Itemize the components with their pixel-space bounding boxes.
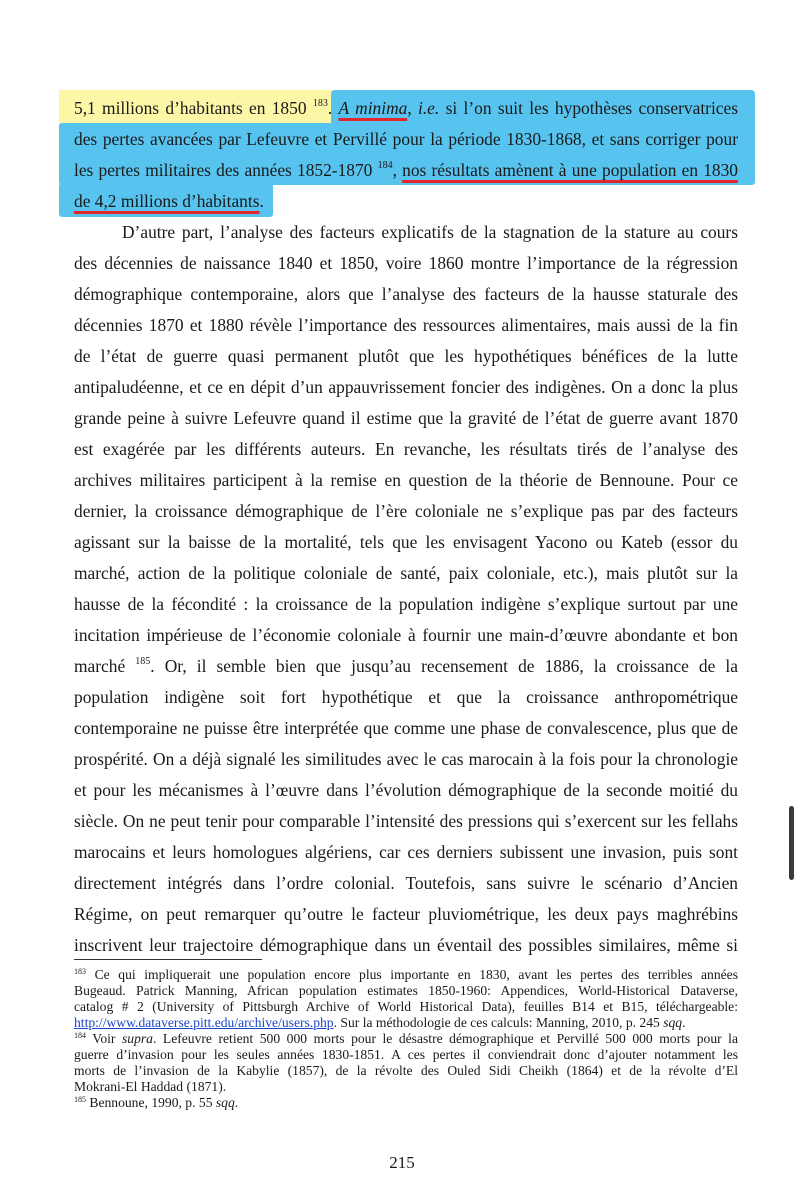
text-line: marché, action de la politique coloniale de santé, paix coloniale, etc.), mais plutôt sur la: [74, 563, 738, 583]
footnote-line: morts de l’invasion de la Kabylie (1857), de la révolte des Ouled Sidi Cheikh (1864) et de la révolte d’El: [74, 1063, 738, 1078]
text-line: de l’état de guerre quasi permanent plutôt que les hypothétiques bénéfices de la lutte: [74, 346, 738, 366]
footnote-line: guerre d’invasion pour les seules années 1830-1851. A ces pertes il conviendrait donc d’ajouter notamment les: [74, 1047, 738, 1062]
text-line: archives militaires participent à la remise en question de la théorie de Bennoune. Pour ce: [74, 470, 738, 490]
text-line: et pour les mécanismes à l’œuvre dans l’évolution démographique de la seconde moitié du: [74, 780, 738, 800]
text-line: marché $^{185}$. Or, il semble bien que jusqu’au recensement de 1886, la croissance de la: [74, 656, 738, 676]
text-line: contemporaine ne puisse être interprétée que comme une phase de convalescence, plus que de: [74, 718, 738, 738]
footnote-184: $^{184}$ Voir supra. Lefeuvre retient 500 000 morts pour le désastre démographique et Pervillé 500 000 morts pour la: [74, 1031, 738, 1046]
text-line: D’autre part, l’analyse des facteurs explicatifs de la stagnation de la stature au cours: [122, 222, 738, 242]
text-line: de 4,2 millions d’habitants.: [74, 191, 264, 211]
page-number: 215: [389, 1153, 415, 1172]
text-line: démographique contemporaine, alors que l’analyse des facteurs de la hausse staturale des: [74, 284, 738, 304]
footnote-ref-184[interactable]: 184: [377, 160, 393, 171]
text-line: marocains et leurs homologues algériens, car ces derniers subissent une invasion, puis sont: [74, 842, 738, 862]
text-line: inscrivent leur trajectoire démographique dans un éventail des possibles similaires, même si: [74, 935, 738, 955]
text-line: grande peine à suivre Lefeuvre quand il estime que la gravité de l’état de guerre avant 1870: [74, 408, 738, 428]
text-line: hausse de la fécondité : la croissance de la population indigène s’explique surtout par une: [74, 594, 738, 614]
text-line: Régime, on peut remarquer qu’outre le facteur pluviométrique, les deux pays maghrébins: [74, 904, 738, 924]
footnote-line: http://www.dataverse.pitt.edu/archive/users.php. Sur la méthodologie de ces calculs: Manning, 2010, p. 245 sqq.: [74, 1015, 686, 1030]
scrollbar-thumb[interactable]: [789, 806, 794, 880]
text-line: les pertes militaires des années 1852-1870 $^{184}$, nos résultats amènent à une population en 1830: [74, 160, 738, 180]
text-line: antipaludéenne, et ce en dépit d’un appauvrissement foncier des indigènes. On a donc la plus: [74, 377, 738, 397]
footnote-185: $^{185}$ Bennoune, 1990, p. 55 sqq.: [74, 1095, 239, 1110]
footnote-ref-183[interactable]: 183: [312, 98, 328, 109]
footnote-separator: [74, 959, 262, 960]
dataverse-link[interactable]: http://www.dataverse.pitt.edu/archive/users.php: [74, 1015, 334, 1030]
text-line: population indigène soit fort hypothétique et que la croissance anthropométrique: [74, 687, 738, 707]
footnote-ref-185[interactable]: 185: [135, 656, 151, 667]
text-line: incitation impérieuse de l’économie coloniale à fournir une main-d’œuvre abondante et bon: [74, 625, 738, 645]
text-line: siècle. On ne peut tenir pour comparable l’intensité des pressions qui s’exercent sur les fellahs: [74, 811, 738, 831]
text-line: 5,1 millions d’habitants en 1850 $^{183}$. A minima, i.e. si l’on suit les hypothèses conservatrices: [74, 98, 738, 118]
text-line: dernier, la croissance démographique de l’ère coloniale ne s’explique pas par des facteurs: [74, 501, 738, 521]
footnote-line: catalog # 2 (University of Pittsburgh Archive of World Historical Data), feuilles B14 et B15, téléchargeable:: [74, 999, 738, 1014]
text-line: directement intégrés dans l’ordre colonial. Toutefois, sans suivre le scénario d’Ancien: [74, 873, 738, 893]
text-line: agissant sur la baisse de la mortalité, tels que les envisagent Yacono ou Kateb (essor du: [74, 532, 738, 552]
footnote-183: $^{183}$ Ce qui impliquerait une population encore plus importante en 1830, avant les pertes des terribles années: [74, 967, 738, 982]
text-line: prospérité. On a déjà signalé les similitudes avec le cas marocain à la fois pour la chronologie: [74, 749, 738, 769]
footnote-line: Mokrani-El Haddad (1871).: [74, 1079, 227, 1094]
text-line: des décennies de naissance 1840 et 1850, voire 1860 montre l’importance de la régression: [74, 253, 738, 273]
text-line: décennies 1870 et 1880 révèle l’importance des ressources alimentaires, mais aussi de la fin: [74, 315, 738, 335]
text-line: est exagérée par les différents auteurs. En revanche, les résultats tirés de l’analyse des: [74, 439, 738, 459]
footnote-line: Bugeaud. Patrick Manning, African population estimates 1850-1960: Appendices, World-Historical Dataverse,: [74, 983, 738, 998]
text-line: des pertes avancées par Lefeuvre et Pervillé pour la période 1830-1868, et sans corriger pour: [74, 129, 738, 149]
